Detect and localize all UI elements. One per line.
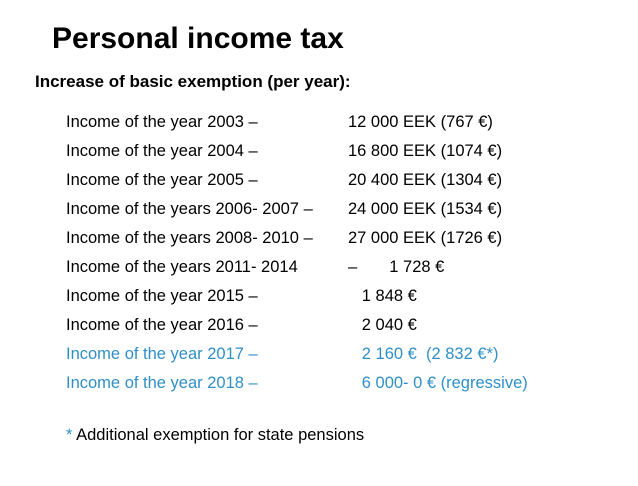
list-item <box>66 137 606 166</box>
row-value: – 1 728 € <box>348 258 445 276</box>
row-label: Income of the years 2008- 2010 – <box>66 229 313 247</box>
list-item <box>66 108 606 137</box>
row-value: 16 800 EEK (1074 €) <box>348 142 503 160</box>
row-value: 12 000 EEK (767 €) <box>348 113 493 131</box>
row-label: Income of the years 2011- 2014 <box>66 258 298 276</box>
footnote <box>66 426 364 445</box>
row-value: 1 848 € <box>348 287 417 305</box>
list-item <box>66 282 606 311</box>
list-item <box>66 195 606 224</box>
list-item <box>66 253 606 282</box>
footnote-marker: * <box>66 426 73 444</box>
section-subtitle: Increase of basic exemption (per year): <box>35 72 351 91</box>
row-value: 2 040 € <box>348 316 417 334</box>
row-label: Income of the year 2015 – <box>66 287 258 305</box>
list-item <box>66 224 606 253</box>
list-item <box>66 311 606 340</box>
footnote-text: Additional exemption for state pensions <box>76 426 365 444</box>
row-value: 20 400 EEK (1304 €) <box>348 171 503 189</box>
row-label: Income of the year 2003 – <box>66 113 258 131</box>
row-value: 6 000- 0 € (regressive) <box>348 374 528 392</box>
row-label: Income of the year 2016 – <box>66 316 258 334</box>
row-label: Income of the year 2017 – <box>66 345 258 363</box>
row-label: Income of the year 2004 – <box>66 142 258 160</box>
row-label: Income of the year 2005 – <box>66 171 258 189</box>
page-title: Personal income tax <box>52 22 344 55</box>
list-item-highlighted <box>66 340 606 369</box>
row-value: 27 000 EEK (1726 €) <box>348 229 503 247</box>
row-value: 24 000 EEK (1534 €) <box>348 200 503 218</box>
exemption-list <box>66 108 606 398</box>
list-item-highlighted <box>66 369 606 398</box>
list-item <box>66 166 606 195</box>
row-value: 2 160 € (2 832 €*) <box>348 345 499 363</box>
row-label: Income of the year 2018 – <box>66 374 258 392</box>
row-label: Income of the years 2006- 2007 – <box>66 200 313 218</box>
